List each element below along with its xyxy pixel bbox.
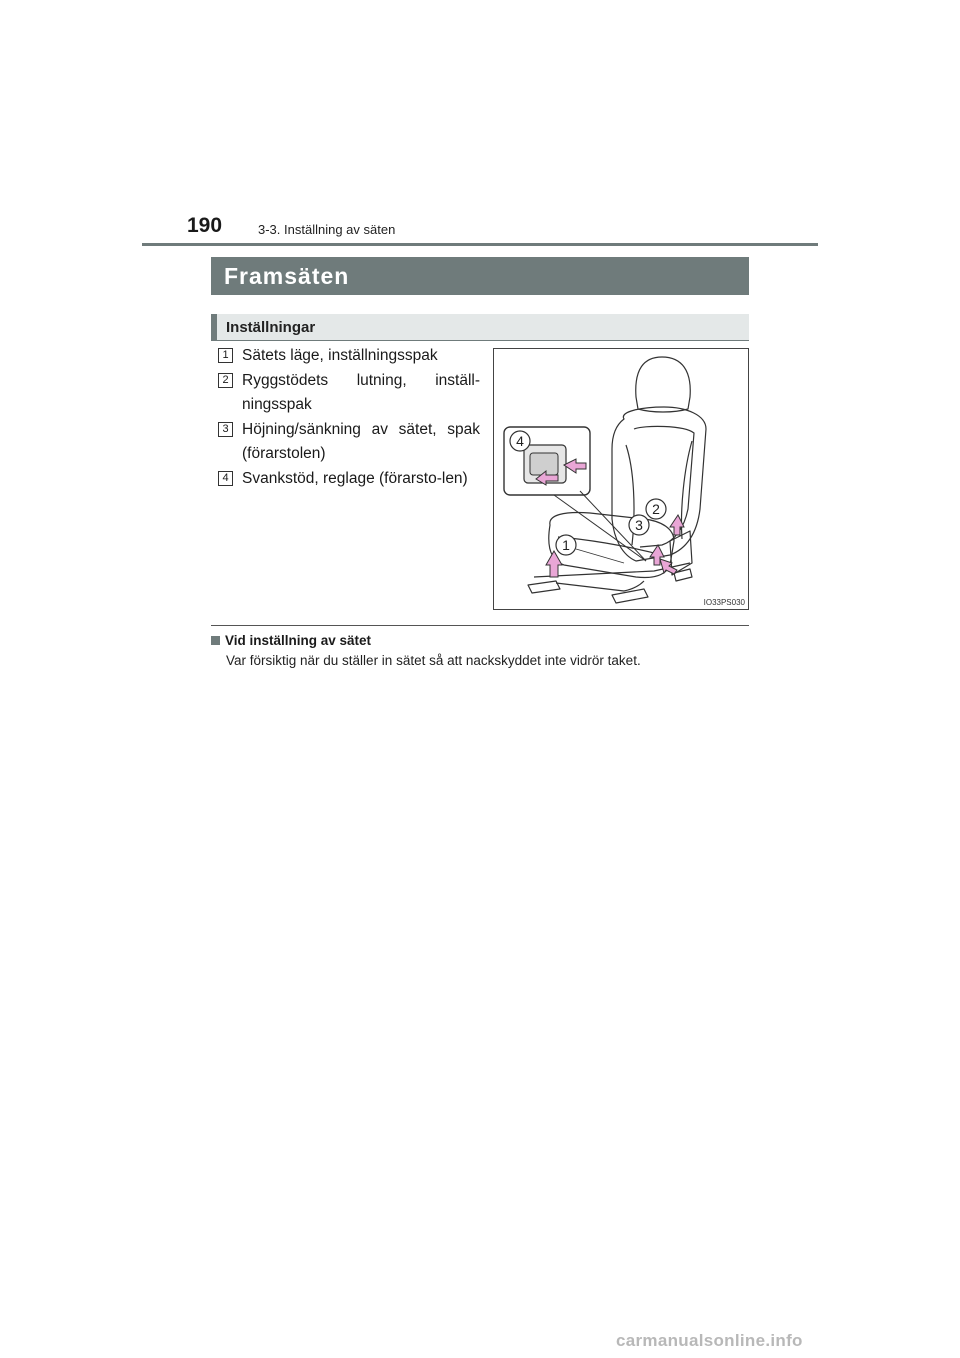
callout-3: 3 (635, 517, 643, 533)
adjustment-list (218, 344, 480, 492)
item-number: 4 (218, 471, 233, 486)
note-divider (211, 625, 749, 626)
item-number: 3 (218, 422, 233, 437)
item-number: 1 (218, 348, 233, 363)
subsection-title: Inställningar (211, 314, 749, 341)
figure-code: IO33PS030 (703, 598, 745, 607)
list-item (218, 369, 480, 417)
chapter-title: 3-3. Inställning av säten (258, 222, 396, 237)
seat-illustration (493, 348, 749, 610)
square-bullet-icon (211, 636, 220, 645)
item-text: Höjning/sänkning av sätet, spak (förarstolen) (242, 421, 480, 462)
list-item (218, 418, 480, 466)
note-title-text: Vid inställning av sätet (225, 633, 372, 648)
list-item (218, 344, 480, 368)
section-title: Framsäten (211, 257, 749, 295)
callout-1: 1 (562, 537, 570, 553)
note-body: Var försiktig när du ställer in sätet så att nackskyddet inte vidrör taket. (226, 653, 641, 668)
callout-4: 4 (516, 433, 524, 449)
item-text: Sätets läge, inställningsspak (242, 347, 438, 364)
page-number: 190 (187, 214, 223, 237)
item-text: Ryggstödets lutning, inställ-ningsspak (242, 372, 480, 413)
seat-drawing (494, 349, 750, 611)
note-title (211, 633, 371, 648)
item-number: 2 (218, 373, 233, 388)
watermark: carmanualsonline.info (616, 1331, 803, 1350)
list-item (218, 467, 480, 491)
header-rule (142, 243, 818, 246)
item-text: Svankstöd, reglage (förarsto-len) (242, 470, 468, 487)
callout-2: 2 (652, 501, 660, 517)
